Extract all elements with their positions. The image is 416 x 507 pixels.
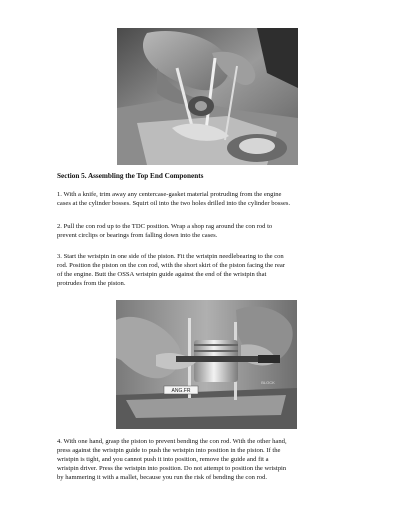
paragraph-line: of the engine. Butt the OSSA wristpin guide against the end of the wristpin that <box>57 270 267 278</box>
paragraph-line: wristpin driver. Press the wristpin into position. Do not attempt to position the wristpin <box>57 464 287 472</box>
top-photo-illustration <box>117 28 298 165</box>
paragraph-line: 3. Start the wristpin in one side of the piston. Fit the wristpin needlebearing to the con <box>57 253 284 260</box>
paragraph-line: prevent circlips or bearings from falling down into the cases. <box>57 231 218 239</box>
photo-tag-right: BLOCK <box>261 380 275 385</box>
paragraph-line: 1. With a knife, trim away any centercase-gasket material protruding from the engine <box>57 191 282 198</box>
paragraph-line: rod. Position the piston on the con rod, with the short skirt of the piston facing the rear <box>57 261 285 269</box>
paragraph-line: cases at the cylinder bosses. Squirt oil into the two holes drilled into the cylinder bosses. <box>57 199 291 207</box>
paragraph-line: protrudes from the piston. <box>57 279 126 287</box>
bottom-photo-illustration <box>116 300 297 429</box>
paragraph-step-1 <box>57 191 362 209</box>
paragraph-step-2 <box>57 223 362 241</box>
photo-tag-left: ANG.FR <box>171 388 191 394</box>
paragraph-line: 4. With one hand, grasp the piston to prevent bending the con rod. With the other hand, <box>57 438 287 445</box>
top-photo <box>117 28 298 165</box>
paragraph-line: by hammering it with a mallet, because you run the risk of bending the con rod. <box>57 473 268 481</box>
paragraph-line: press against the wristpin guide to push the wristpin into position in the piston. If the <box>57 446 281 454</box>
paragraph-step-3 <box>57 253 362 289</box>
bottom-photo <box>116 300 297 429</box>
paragraph-line: 2. Pull the con rod up to the TDC position. Wrap a shop rag around the con rod to <box>57 223 273 230</box>
section-heading: Section 5. Assembling the Top End Components <box>57 172 204 180</box>
paragraph-step-4 <box>57 438 362 483</box>
paragraph-line: wristpin is tight, and you cannot push it into position, remove the guide and fit a <box>57 455 269 463</box>
